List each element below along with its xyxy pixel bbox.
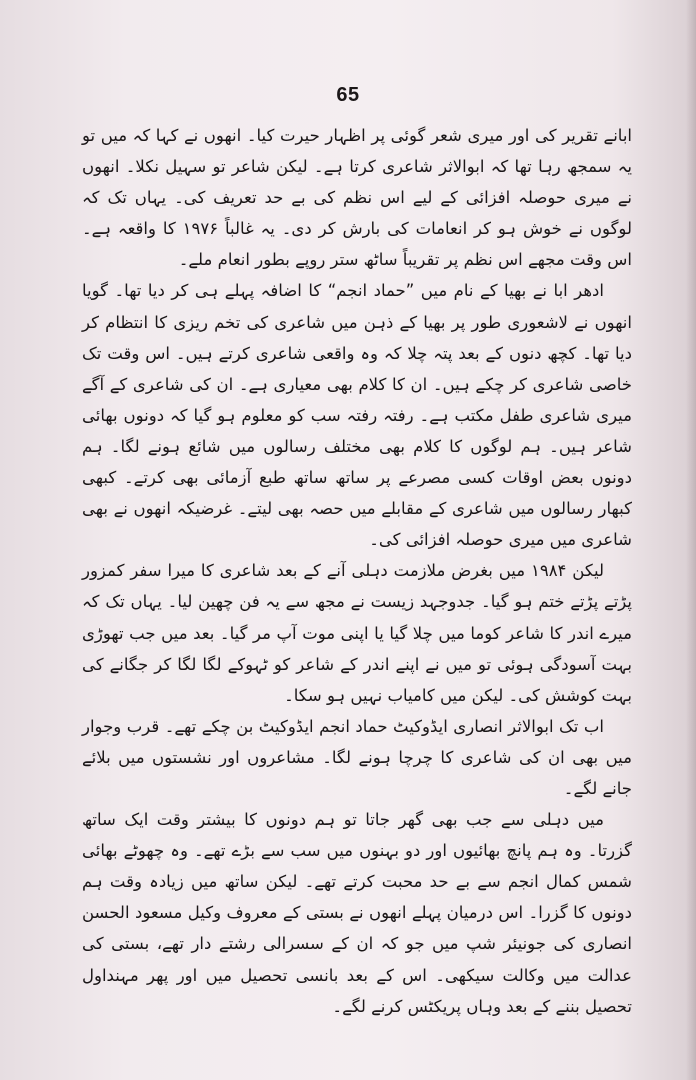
paragraph: میں دہلی سے جب بھی گھر جاتا تو ہم دونوں کا بیشتر وقت ایک ساتھ گزرتا۔ وہ ہم پانچ بھائیوں اور دو بہنوں میں سب سے بڑے تھے۔ وہ چھوٹے بھائی شمس کمال انجم سے بے حد محبت کرتے تھے۔ لیکن ساتھ میں زیادہ وقت ہم دونوں کا گزرا۔ اس درمیان پہلے انھوں نے بستی کے معروف وکیل مسعود الحسن انصاری کی جونیئر شپ میں جو کہ ان کے سسرالی رشتے دار تھے، بستی کی عدالت میں وکالت سیکھی۔ اس کے بعد بانسی تحصیل میں اور پھر مہنداول تحصیل بننے کے بعد وہاں پریکٹس کرنے لگے۔ xyxy=(82,810,632,1016)
page-number: 65 xyxy=(336,84,360,106)
paragraph: اب تک ابوالاثر انصاری ایڈوکیٹ حماد انجم ایڈوکیٹ بن چکے تھے۔ قرب وجوار میں بھی ان کی شاعری کا چرچا ہونے لگا۔ مشاعروں اور نشستوں میں بلائے جانے لگے۔ xyxy=(82,716,632,798)
paragraph: ادھر ابا نے بھیا کے نام میں ”حماد انجم“ کا اضافہ پہلے ہی کر دیا تھا۔ گویا انھوں نے لاشعوری طور پر بھیا کے ذہن میں شاعری کی تخم ریزی کا انتظام کر دیا تھا۔ کچھ دنوں کے بعد پتہ چلا کہ وہ واقعی شاعری کرتے ہیں۔ اس وقت تک خاصی شاعری کر چکے ہیں۔ ان کا کلام بھی معیاری ہے۔ ان کی شاعری کے آگے میری شاعری طفل مکتب ہے۔ رفتہ رفتہ سب کو معلوم ہو گیا کہ دونوں بھائی شاعر ہیں۔ ہم لوگوں کا کلام بھی مختلف رسالوں میں شائع ہونے لگا۔ ہم دونوں بعض اوقات کسی مصرعے پر ساتھ ساتھ طبع آزمائی بھی کرتے۔ کبھی کبھار رسالوں میں شاعری کے مقابلے میں حصہ بھی لیتے۔ غرضیکہ انھوں نے بھی شاعری میں میری حوصلہ افزائی کی۔ xyxy=(82,281,632,550)
page-edge-shadow xyxy=(686,0,696,1080)
paragraph: لیکن ۱۹۸۴ میں بغرض ملازمت دہلی آنے کے بعد شاعری کا میرا سفر کمزور پڑتے پڑتے ختم ہو گیا۔ جدوجہد زیست نے مجھ سے یہ فن چھین لیا۔ یہاں تک کہ میرے اندر کا شاعر کوما میں چلا گیا یا اپنی موت آپ مر گیا۔ بعد میں جب تھوڑی بہت آسودگی ہوئی تو میں نے اپنے اندر کے شاعر کو ٹہوکے لگا لگا کر جگانے کی بہت کوشش کی۔ لیکن میں کامیاب نہیں ہو سکا۔ xyxy=(82,561,632,705)
paragraph: ابانے تقریر کی اور میری شعر گوئی پر اظہار حیرت کیا۔ انھوں نے کہا کہ میں تو یہ سمجھ رہا تھا کہ ابوالاثر شاعری کرتا ہے۔ لیکن شاعر تو سہیل نکلا۔ انھوں نے میری حوصلہ افزائی کے لیے اس نظم کی بے حد تعریف کی۔ یہاں تک کہ لوگوں نے خوش ہو کر انعامات کی بارش کر دی۔ یہ غالباً ۱۹۷۶ کا واقعہ ہے۔ اس وقت مجھے اس نظم پر تقریباً ساٹھ ستر روپے بطور انعام ملے۔ xyxy=(82,126,632,270)
page-body-text xyxy=(82,120,632,1022)
